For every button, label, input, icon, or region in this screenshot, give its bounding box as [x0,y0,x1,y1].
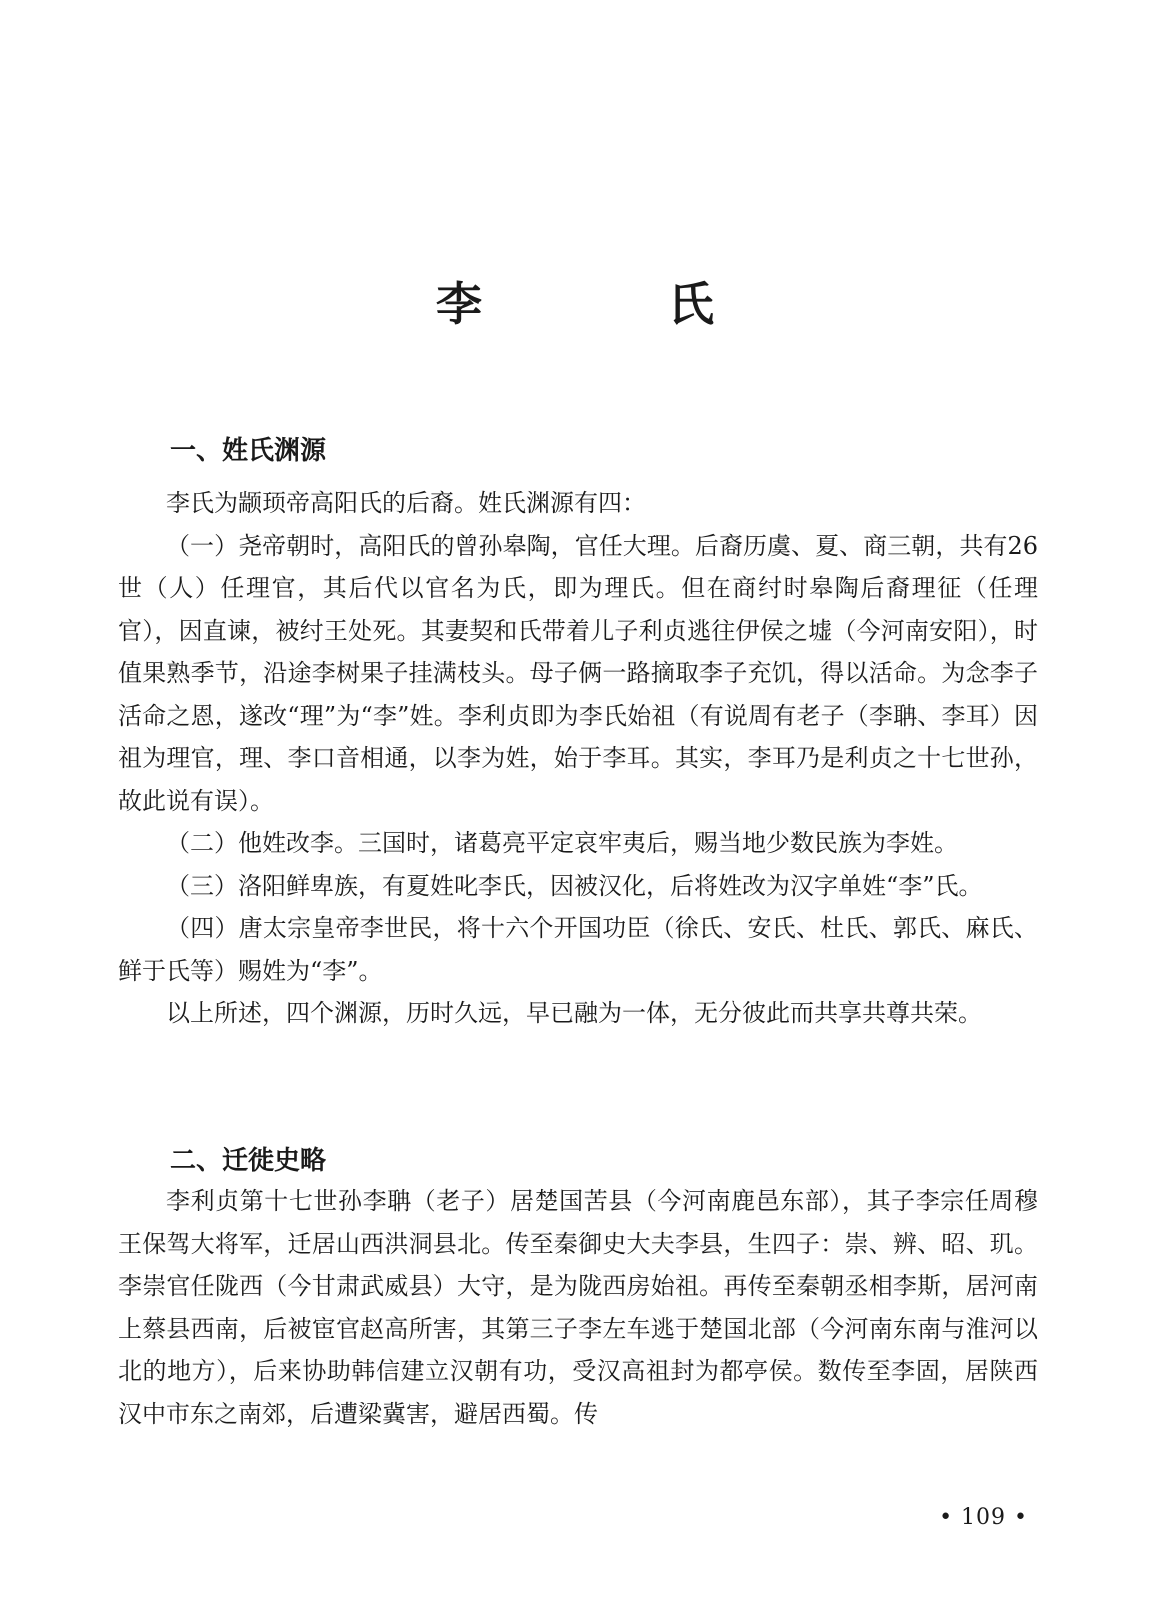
section-heading-migration: 二、迁徙史略 [170,1146,327,1176]
section-body-origins [118,482,1038,1035]
paragraph: （三）洛阳鲜卑族，有夏姓叱李氏，因被汉化，后将姓改为汉字单姓“李”氏。 [166,871,983,900]
paragraph: （一）尧帝朝时，高阳氏的曾孙皋陶，官任大理。后裔历虞、夏、商三朝，共有26世（人）任理官，其后代以官名为氏，即为理氏。但在商纣时皋陶后裔理征（任理官），因直谏，被纣王处死。其妻契和氏带着儿子利贞逃往伊侯之墟（今河南安阳），时值果熟季节，沿途李树果子挂满枝头。母子俩一路摘取李子充饥，得以活命。为念李子活命之恩，遂改“理”为“李”姓。李利贞即为李氏始祖（有说周有老子（李聃、李耳）因祖为理官，理、李口音相通，以李为姓，始于李耳。其实，李耳乃是利贞之十七世孙，故此说有误）。 [118,531,1038,815]
paragraph: 以上所述，四个渊源，历时久远，早已融为一体，无分彼此而共享共尊共荣。 [166,999,982,1027]
section-body-migration [118,1180,1038,1435]
page-number: • 109 • [939,1505,1028,1530]
page-title: 李 氏 [436,277,784,331]
paragraph: （四）唐太宗皇帝李世民，将十六个开国功臣（徐氏、安氏、杜氏、郭氏、麻氏、鲜于氏等）赐姓为“李”。 [118,914,1038,985]
paragraph: 李氏为颛顼帝高阳氏的后裔。姓氏渊源有四： [166,489,646,517]
paragraph: （二）他姓改李。三国时，诸葛亮平定哀牢夷后，赐当地少数民族为李姓。 [166,829,958,857]
paragraph: 李利贞第十七世孙李聃（老子）居楚国苦县（今河南鹿邑东部），其子李宗任周穆王保驾大将军，迁居山西洪洞县北。传至秦御史大夫李县，生四子：崇、辨、昭、玑。李崇官任陇西（今甘肃武威县）大守，是为陇西房始祖。再传至秦朝丞相李斯，居河南上蔡县西南，后被宦官赵高所害，其第三子李左车逃于楚国北部（今河南东南与淮河以北的地方），后来协助韩信建立汉朝有功，受汉高祖封为都亭侯。数传至李固，居陕西汉中市东之南郊，后遭梁冀害，避居西蜀。传 [118,1187,1038,1428]
section-heading-origins: 一、姓氏渊源 [170,436,327,466]
